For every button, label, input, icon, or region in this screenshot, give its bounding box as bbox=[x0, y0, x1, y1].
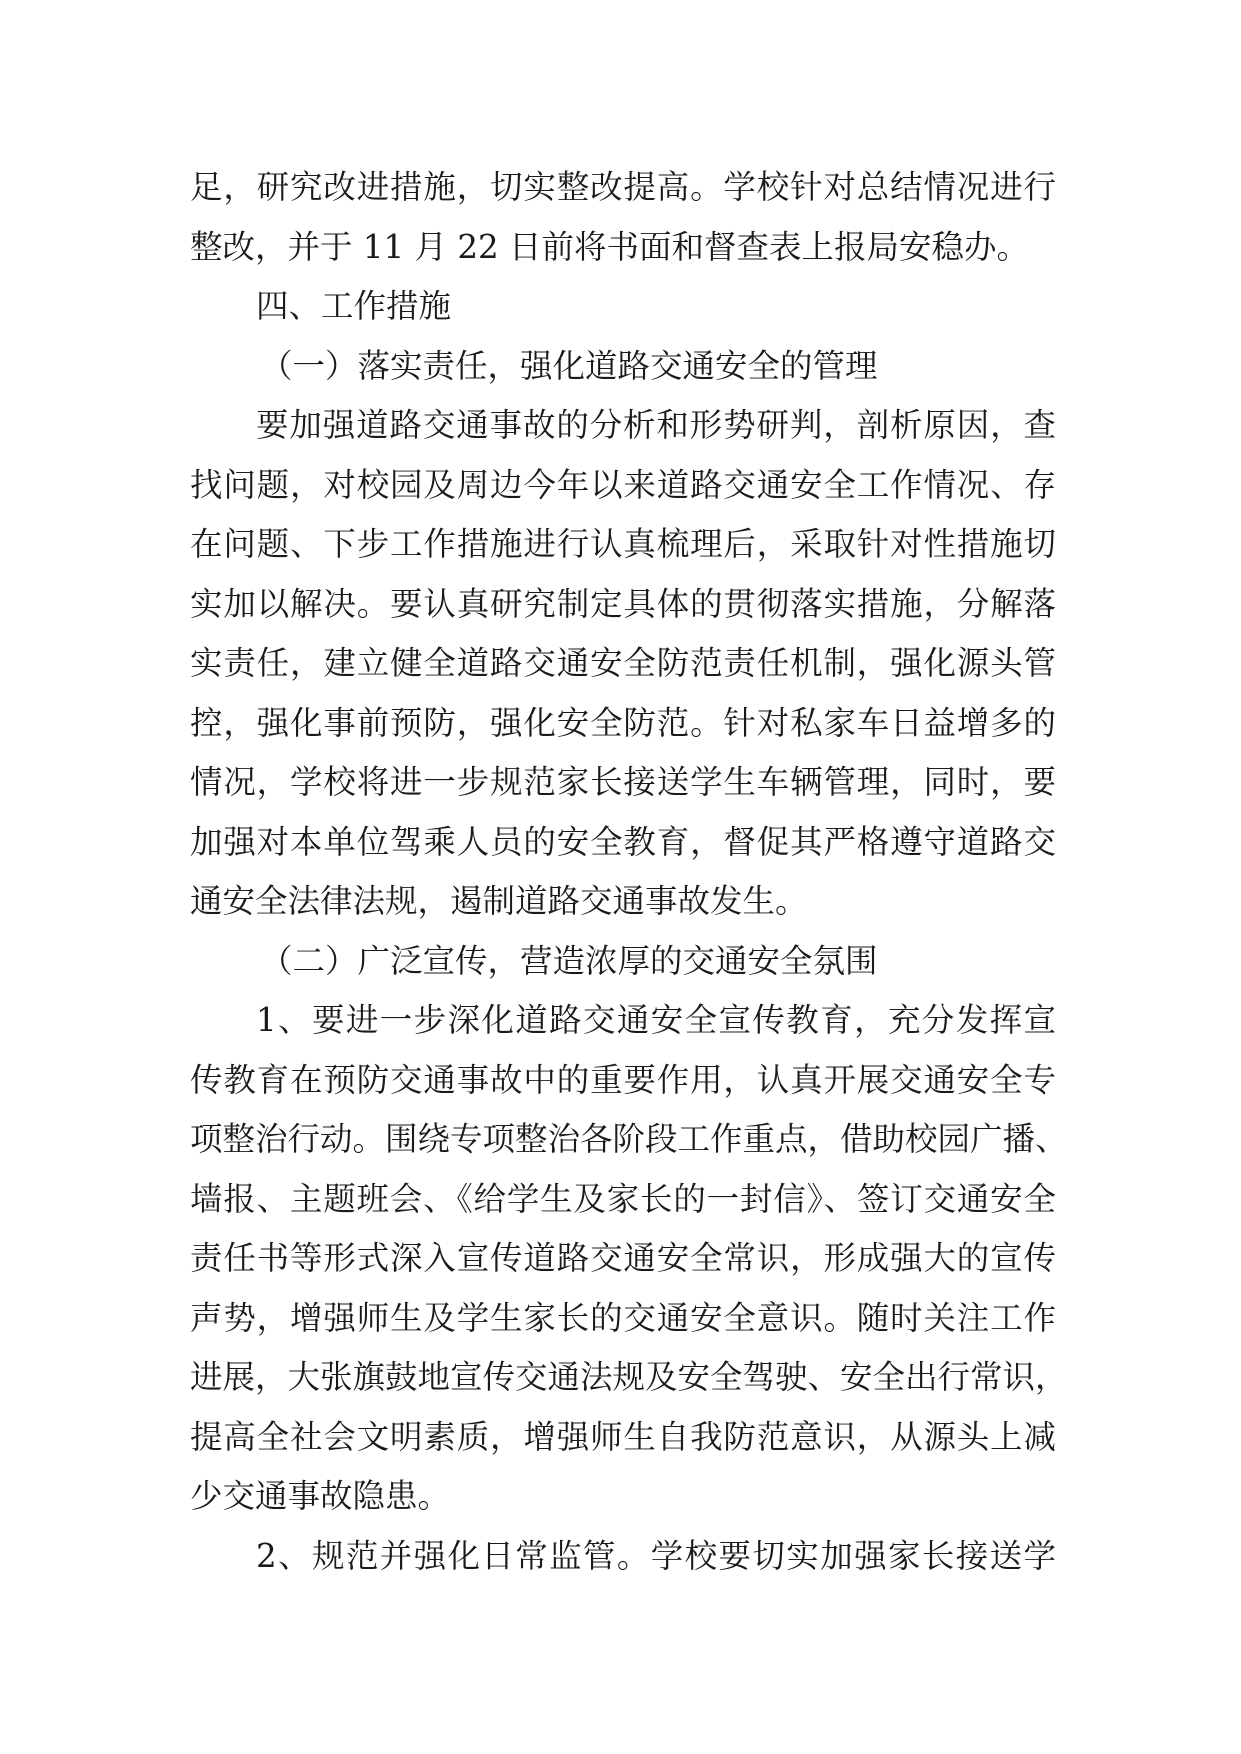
document-body bbox=[190, 158, 1068, 1586]
body-line: 在问题、下步工作措施进行认真梳理后，采取针对性措施切 bbox=[190, 525, 1056, 563]
section-heading: 四、工作措施 bbox=[256, 287, 452, 325]
body-line: 墙报、主题班会、《给学生及家长的一封信》、签订交通安全 bbox=[190, 1179, 1056, 1218]
body-line: 少交通事故隐患。 bbox=[190, 1477, 451, 1515]
body-line: 实责任，建立健全道路交通安全防范责任机制，强化源头管 bbox=[190, 644, 1056, 682]
body-line: 情况，学校将进一步规范家长接送学生车辆管理，同时，要 bbox=[190, 763, 1056, 801]
body-line: 加强对本单位驾乘人员的安全教育，督促其严格遵守道路交 bbox=[190, 822, 1056, 861]
body-line: 足，研究改进措施，切实整改提高。学校针对总结情况进行 bbox=[190, 168, 1056, 206]
body-line: 提高全社会文明素质，增强师生自我防范意识，从源头上减 bbox=[190, 1417, 1056, 1456]
paragraph-first-line: 要加强道路交通事故的分析和形势研判，剖析原因，查 bbox=[256, 406, 1056, 444]
body-line: 通安全法律法规，遏制道路交通事故发生。 bbox=[190, 882, 808, 920]
body-line: 责任书等形式深入宣传道路交通安全常识，形成强大的宣传 bbox=[190, 1239, 1056, 1277]
body-line: 项整治行动。围绕专项整治各阶段工作重点，借助校园广播、 bbox=[190, 1120, 1068, 1158]
body-line: 声势，增强师生及学生家长的交通安全意识。随时关注工作 bbox=[190, 1298, 1056, 1337]
subsection-heading: （一）落实责任，强化道路交通安全的管理 bbox=[260, 346, 878, 385]
paragraph-first-line: 2、规范并强化日常监管。学校要切实加强家长接送学 bbox=[256, 1536, 1056, 1575]
paragraph-first-line: 1、要进一步深化道路交通安全宣传教育，充分发挥宣 bbox=[256, 1001, 1056, 1039]
body-line: 进展，大张旗鼓地宣传交通法规及安全驾驶、安全出行常识， bbox=[190, 1358, 1068, 1396]
body-line: 传教育在预防交通事故中的重要作用，认真开展交通安全专 bbox=[190, 1060, 1056, 1099]
body-line: 找问题，对校园及周边今年以来道路交通安全工作情况、存 bbox=[190, 465, 1056, 504]
subsection-heading: （二）广泛宣传，营造浓厚的交通安全氛围 bbox=[260, 941, 878, 980]
body-line: 整改，并于 11 月 22 日前将书面和督查表上报局安稳办。 bbox=[190, 227, 1030, 266]
body-line: 控，强化事前预防，强化安全防范。针对私家车日益增多的 bbox=[190, 703, 1056, 742]
body-line: 实加以解决。要认真研究制定具体的贯彻落实措施，分解落 bbox=[190, 584, 1056, 623]
